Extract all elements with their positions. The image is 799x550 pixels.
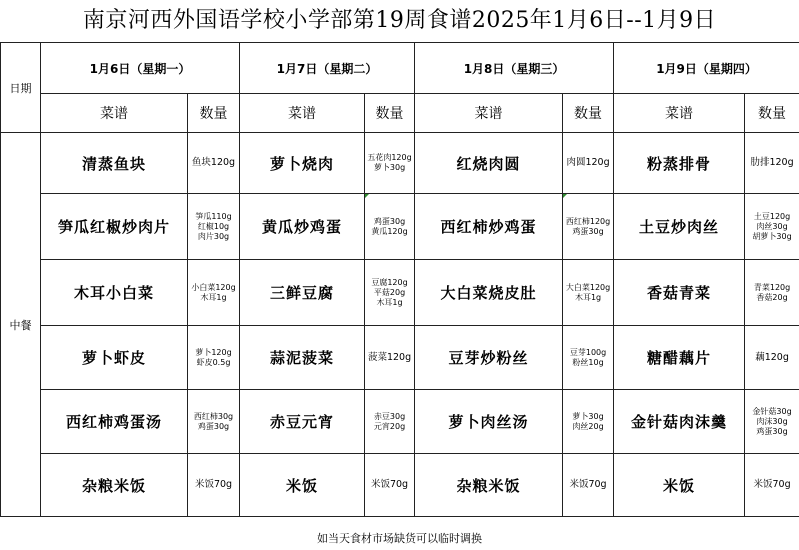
quantity-item: 青菜120g <box>753 282 791 292</box>
dish-quantity <box>563 454 614 517</box>
dish-quantity <box>745 390 799 454</box>
dish-quantity <box>745 454 799 517</box>
dish-quantity <box>188 194 240 260</box>
dish-name: 萝卜烧肉 <box>240 133 365 194</box>
date-header-row <box>1 43 799 94</box>
quantity-item: 豆芽100g <box>569 347 607 357</box>
col-dish-header: 菜谱 <box>415 94 563 133</box>
quantity-item: 鸡蛋30g <box>197 421 230 431</box>
column-header-row <box>1 94 799 133</box>
dish-quantity <box>365 390 415 454</box>
dish-name: 米饭 <box>240 454 365 517</box>
quantity-item: 木耳1g <box>200 292 227 302</box>
dish-name: 糖醋藕片 <box>614 326 745 390</box>
menu-row <box>1 390 799 454</box>
dish-name: 萝卜虾皮 <box>41 326 188 390</box>
col-dish-header: 菜谱 <box>614 94 745 133</box>
date-row-label: 日期 <box>1 43 41 133</box>
dish-name: 米饭 <box>614 454 745 517</box>
meal-label: 中餐 <box>1 133 41 517</box>
dish-quantity <box>563 133 614 194</box>
quantity-item: 鱼块120g <box>191 157 236 168</box>
dish-quantity <box>365 194 415 260</box>
dish-name: 木耳小白菜 <box>41 260 188 326</box>
col-qty-header: 数量 <box>563 94 614 133</box>
date-day-2: 1月7日（星期二） <box>240 43 415 94</box>
quantity-item: 平菇20g <box>373 287 406 297</box>
menu-row <box>1 194 799 260</box>
menu-row <box>1 454 799 517</box>
dish-quantity <box>188 326 240 390</box>
quantity-item: 萝卜30g <box>572 411 604 421</box>
date-day-3: 1月8日（星期三） <box>415 43 614 94</box>
quantity-item: 米饭70g <box>370 479 409 490</box>
dish-name: 西红柿鸡蛋汤 <box>41 390 188 454</box>
quantity-item: 虾皮0.5g <box>196 357 231 367</box>
dish-quantity <box>563 390 614 454</box>
quantity-item: 萝卜120g <box>195 347 232 357</box>
quantity-item: 黄瓜120g <box>371 226 408 236</box>
quantity-item: 五花肉120g <box>367 153 412 162</box>
dish-name: 大白菜烧皮肚 <box>415 260 563 326</box>
quantity-item: 肉圆120g <box>566 157 610 168</box>
quantity-item: 鸡蛋30g <box>572 226 604 236</box>
col-qty-header: 数量 <box>365 94 415 133</box>
dish-quantity <box>563 326 614 390</box>
quantity-item: 肉片30g <box>197 231 230 241</box>
col-qty-header: 数量 <box>745 94 799 133</box>
quantity-item: 鸡蛋30g <box>373 216 406 226</box>
quantity-item: 笋瓜110g <box>195 211 232 221</box>
dish-name: 西红柿炒鸡蛋 <box>415 194 563 260</box>
footer-note: 如当天食材市场缺货可以临时调换 <box>317 532 482 545</box>
dish-quantity <box>563 194 614 260</box>
dish-name: 豆芽炒粉丝 <box>415 326 563 390</box>
col-qty-header: 数量 <box>188 94 240 133</box>
quantity-item: 赤豆30g <box>373 411 406 421</box>
quantity-item: 肋排120g <box>750 157 794 168</box>
dish-quantity <box>745 194 799 260</box>
dish-name: 笋瓜红椒炒肉片 <box>41 194 188 260</box>
menu-title: 南京河西外国语学校小学部第19周食谱2025年1月6日--1月9日 <box>82 8 717 33</box>
dish-name: 金针菇肉沫羹 <box>614 390 745 454</box>
dish-quantity <box>188 133 240 194</box>
dish-name: 粉蒸排骨 <box>614 133 745 194</box>
menu-row <box>1 133 799 194</box>
menu-table <box>0 42 799 517</box>
col-dish-header: 菜谱 <box>41 94 188 133</box>
dish-name: 土豆炒肉丝 <box>614 194 745 260</box>
quantity-item: 西红柿30g <box>193 411 234 421</box>
quantity-item: 肉丝30g <box>756 221 788 231</box>
quantity-item: 肉沫30g <box>756 416 788 426</box>
quantity-item: 金针菇30g <box>752 406 792 416</box>
date-day-4: 1月9日（星期四） <box>614 43 799 94</box>
quantity-item: 香菇20g <box>756 292 788 302</box>
dish-quantity <box>563 260 614 326</box>
col-dish-header: 菜谱 <box>240 94 365 133</box>
dish-name: 红烧肉圆 <box>415 133 563 194</box>
quantity-item: 鸡蛋30g <box>756 426 788 436</box>
quantity-item: 小白菜120g <box>191 282 236 292</box>
menu-row <box>1 260 799 326</box>
quantity-item: 米饭70g <box>753 479 791 490</box>
dish-name: 蒜泥菠菜 <box>240 326 365 390</box>
quantity-item: 木耳1g <box>376 297 403 307</box>
quantity-item: 大白菜120g <box>565 282 611 292</box>
dish-quantity <box>188 390 240 454</box>
dish-quantity <box>745 326 799 390</box>
quantity-item: 豆腐120g <box>371 277 408 287</box>
quantity-item: 藕120g <box>755 351 789 363</box>
quantity-item: 红椒10g <box>197 221 230 231</box>
menu-row <box>1 326 799 390</box>
dish-quantity <box>365 326 415 390</box>
dish-name: 杂粮米饭 <box>41 454 188 517</box>
dish-name: 香菇青菜 <box>614 260 745 326</box>
dish-quantity <box>188 260 240 326</box>
dish-quantity <box>365 133 415 194</box>
quantity-item: 木耳1g <box>574 292 602 302</box>
quantity-item: 元宵20g <box>373 421 406 431</box>
date-day-1: 1月6日（星期一） <box>41 43 240 94</box>
dish-quantity <box>745 260 799 326</box>
dish-name: 萝卜肉丝汤 <box>415 390 563 454</box>
dish-quantity <box>188 454 240 517</box>
dish-name: 清蒸鱼块 <box>41 133 188 194</box>
quantity-item: 土豆120g <box>753 211 791 221</box>
quantity-item: 粉丝10g <box>572 357 604 367</box>
quantity-item: 米饭70g <box>569 479 607 490</box>
dish-quantity <box>365 454 415 517</box>
dish-name: 赤豆元宵 <box>240 390 365 454</box>
dish-quantity <box>745 133 799 194</box>
quantity-item: 萝卜30g <box>373 163 406 172</box>
quantity-item: 胡萝卜30g <box>752 231 792 241</box>
dish-name: 黄瓜炒鸡蛋 <box>240 194 365 260</box>
dish-name: 三鲜豆腐 <box>240 260 365 326</box>
quantity-item: 西红柿120g <box>565 216 611 226</box>
dish-name: 杂粮米饭 <box>415 454 563 517</box>
dish-quantity <box>365 260 415 326</box>
quantity-item: 菠菜120g <box>367 351 412 363</box>
quantity-item: 肉丝20g <box>572 421 604 431</box>
quantity-item: 米饭70g <box>194 479 233 490</box>
